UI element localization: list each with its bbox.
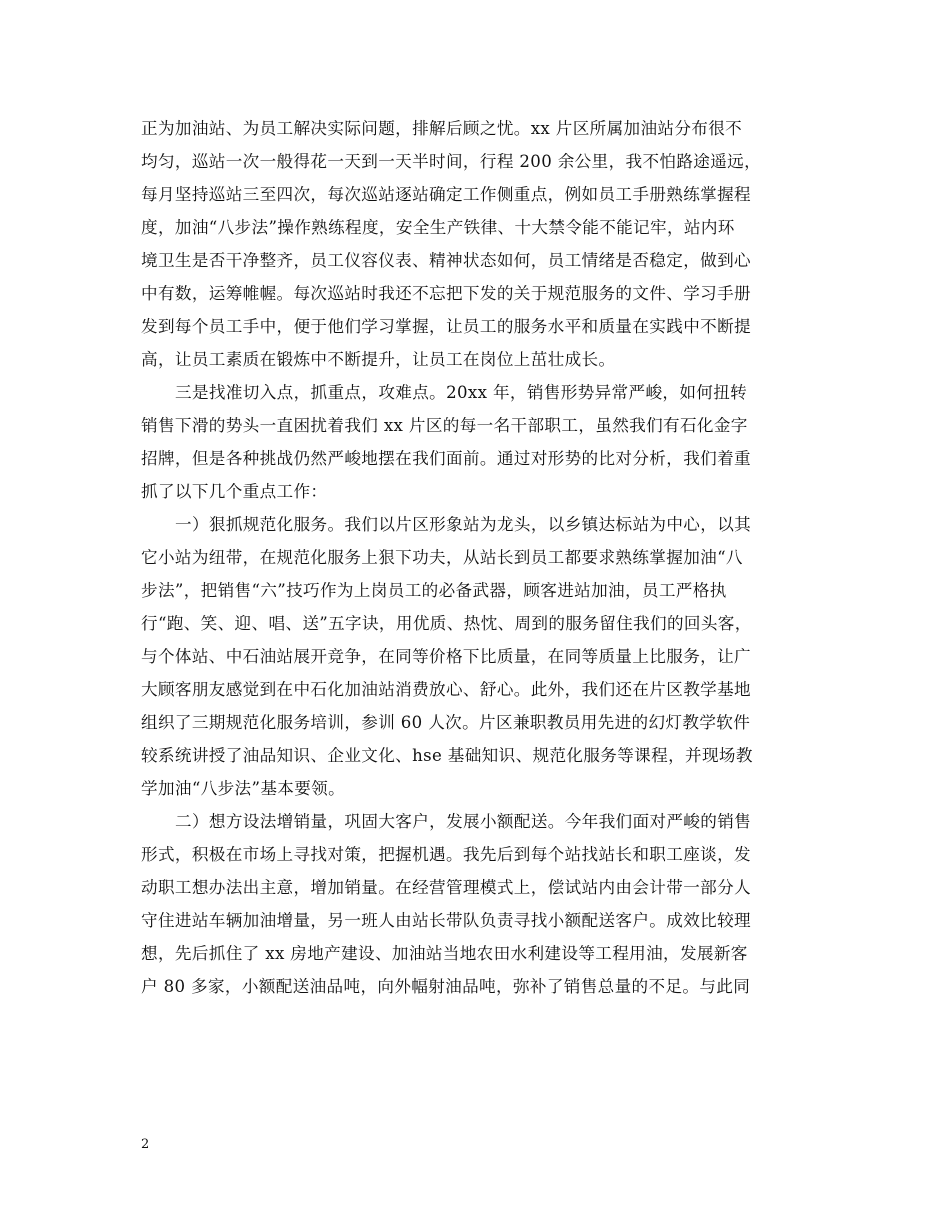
text-line: 想，先后抓住了 xx 房地产建设、加油站当地农田水利建设等工程用油，发展新客 xyxy=(141,944,748,963)
text-line: 三是找准切入点，抓重点，攻难点。20xx 年，销售形势异常严峻，如何扭转 xyxy=(175,383,748,402)
text-line: 境卫生是否干净整齐，员工仪容仪表、精神状态如何，员工情绪是否稳定，做到心 xyxy=(141,251,751,270)
page-number: 2 xyxy=(141,1137,150,1152)
paragraph xyxy=(141,376,813,508)
text-line: 高，让员工素质在锻炼中不断提升，让员工在岗位上茁壮成长。 xyxy=(141,350,616,369)
text-line: 抓了以下几个重点工作： xyxy=(141,482,328,501)
text-line: 守住进站车辆加油增量，另一班人由站长带队负责寻找小额配送客户。成效比较理 xyxy=(141,911,751,930)
text-line: 较系统讲授了油品知识、企业文化、hse 基础知识、规范化服务等课程，并现场教 xyxy=(141,746,753,765)
paragraph xyxy=(141,112,813,376)
text-line: 它小站为纽带，在规范化服务上狠下功夫，从站长到员工都要求熟练掌握加油“八 xyxy=(141,548,743,567)
text-line: 一）狠抓规范化服务。我们以片区形象站为龙头，以乡镇达标站为中心，以其 xyxy=(175,515,752,534)
document-body xyxy=(141,112,813,1003)
text-line: 正为加油站、为员工解决实际问题，排解后顾之忧。xx 片区所属加油站分布很不 xyxy=(141,119,743,138)
text-line: 每月坚持巡站三至四次，每次巡站逐站确定工作侧重点，例如员工手册熟练掌握程 xyxy=(141,185,751,204)
text-line: 形式，积极在市场上寻找对策，把握机遇。我先后到每个站找站长和职工座谈，发 xyxy=(141,845,751,864)
text-line: 中有数，运筹帷幄。每次巡站时我还不忘把下发的关于规范服务的文件、学习手册 xyxy=(141,284,751,303)
text-line: 度，加油“八步法”操作熟练程度，安全生产铁律、十大禁令能不能记牢，站内环 xyxy=(141,218,735,237)
text-line: 招牌，但是各种挑战仍然严峻地摆在我们面前。通过对形势的比对分析，我们着重 xyxy=(141,449,751,468)
text-line: 均匀，巡站一次一般得花一天到一天半时间，行程 200 余公里，我不怕路途遥远， xyxy=(141,152,762,171)
paragraph xyxy=(141,805,813,1003)
text-line: 动职工想办法出主意，增加销量。在经营管理模式上，偿试站内由会计带一部分人 xyxy=(141,878,751,897)
text-line: 发到每个员工手中，便于他们学习掌握，让员工的服务水平和质量在实践中不断提 xyxy=(141,317,751,336)
text-line: 户 80 多家，小额配送油品吨，向外幅射油品吨，弥补了销售总量的不足。与此同 xyxy=(141,977,751,996)
text-line: 销售下滑的势头一直困扰着我们 xx 片区的每一名干部职工，虽然我们有石化金字 xyxy=(141,416,748,435)
text-line: 大顾客朋友感觉到在中石化加油站消费放心、舒心。此外，我们还在片区教学基地 xyxy=(141,680,751,699)
text-line: 步法”，把销售“六”技巧作为上岗员工的必备武器，顾客进站加油，员工严格执 xyxy=(141,581,727,600)
text-line: 行“跑、笑、迎、唱、送”五字诀，用优质、热忱、周到的服务留住我们的回头客， xyxy=(141,614,752,633)
paragraph xyxy=(141,508,813,805)
text-line: 二）想方设法增销量，巩固大客户，发展小额配送。今年我们面对严峻的销售 xyxy=(175,812,752,831)
text-line: 学加油“八步法”基本要领。 xyxy=(141,779,346,798)
text-line: 组织了三期规范化服务培训，参训 60 人次。片区兼职教员用先进的幻灯教学软件 xyxy=(141,713,751,732)
text-line: 与个体站、中石油站展开竞争，在同等价格下比质量，在同等质量上比服务，让广 xyxy=(141,647,751,666)
